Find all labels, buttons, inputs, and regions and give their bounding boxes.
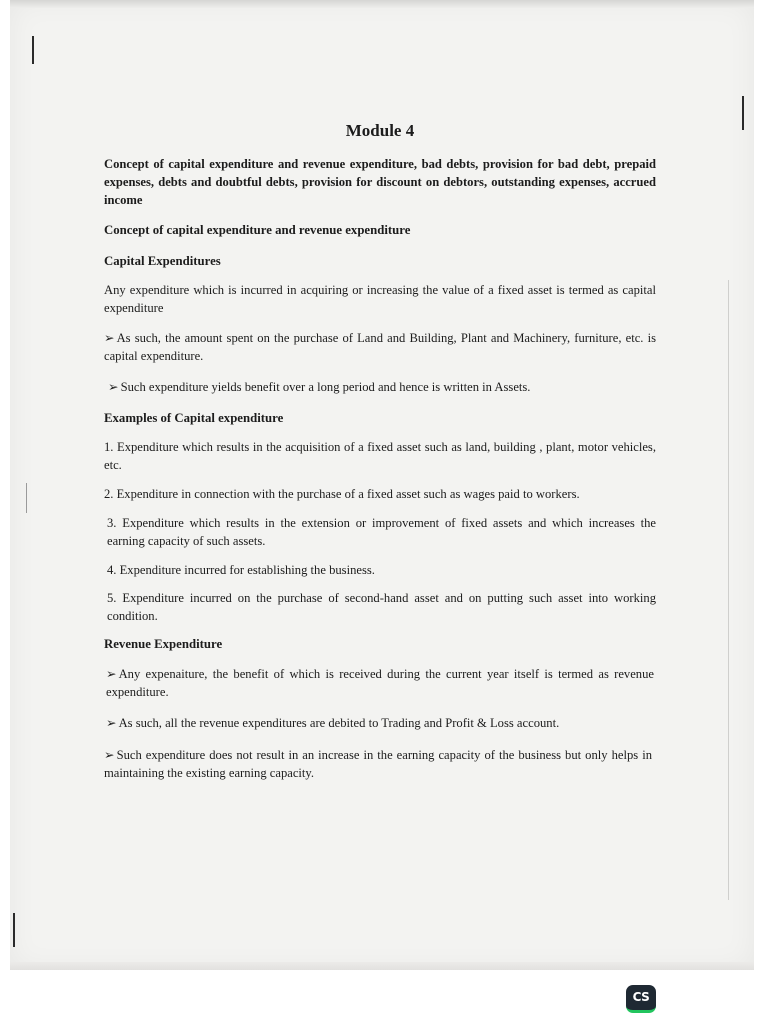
capital-definition: Any expenditure which is incurred in acquiring or increasing the value of a fixed asset is termed as capital expenditure [104,283,656,315]
arrow-bullet-icon: ➢ [106,667,117,681]
scan-mark [32,36,34,64]
example-item: 1. Expenditure which results in the acquisition of a fixed asset such as land, building , plant, motor vehicles, etc. [104,440,656,472]
arrow-bullet-icon: ➢ [108,380,119,394]
page-title: Module 4 [345,121,415,140]
capital-point-text: Such expenditure yields benefit over a long period and hence is written in Assets. [120,380,531,394]
capital-point [104,329,656,365]
example-item: 5. Expenditure incurred on the purchase of second-hand asset and on putting such asset into working condition. [107,591,656,623]
arrow-bullet-icon: ➢ [106,716,117,730]
page-bottom-edge [10,962,754,970]
example-item: 3. Expenditure which results in the extension or improvement of fixed assets and which increases the earning capacity of such assets. [107,516,656,548]
revenue-point [106,665,654,701]
intro-paragraph: Concept of capital expenditure and revenue expenditure, bad debts, provision for bad debt, prepaid expenses, debts and doubtful debts, provision for discount on debtors, outstanding expenses, accrued income [104,157,656,207]
page-top-edge [10,0,754,8]
revenue-point-text: Any expenaiture, the benefit of which is received during the current year itself is termed as revenue expenditure. [106,667,654,699]
arrow-bullet-icon: ➢ [104,331,115,345]
example-item: 4. Expenditure incurred for establishing the business. [107,563,375,577]
revenue-heading: Revenue Expenditure [104,637,223,651]
revenue-point-text: Such expenditure does not result in an increase in the earning capacity of the business but only helps in maintaining the existing earning capacity. [104,748,652,780]
examples-heading: Examples of Capital expenditure [104,411,284,425]
capital-point [108,378,656,396]
revenue-point [104,746,652,782]
capital-point-text: As such, the amount spent on the purchase of Land and Building, Plant and Machinery, furniture, etc. is capital expenditure. [104,331,656,363]
scan-mark [26,483,27,513]
revenue-point [106,714,654,732]
camscanner-logo-icon: CS [626,985,656,1013]
section-heading: Concept of capital expenditure and revenue expenditure [104,223,411,237]
example-item: 2. Expenditure in connection with the purchase of a fixed asset such as wages paid to workers. [104,487,580,501]
scan-mark [742,96,744,130]
scan-mark [13,913,15,947]
revenue-point-text: As such, all the revenue expenditures are debited to Trading and Profit & Loss account. [118,716,560,730]
capital-heading: Capital Expenditures [104,254,221,268]
scan-mark [728,280,729,900]
arrow-bullet-icon: ➢ [104,748,115,762]
